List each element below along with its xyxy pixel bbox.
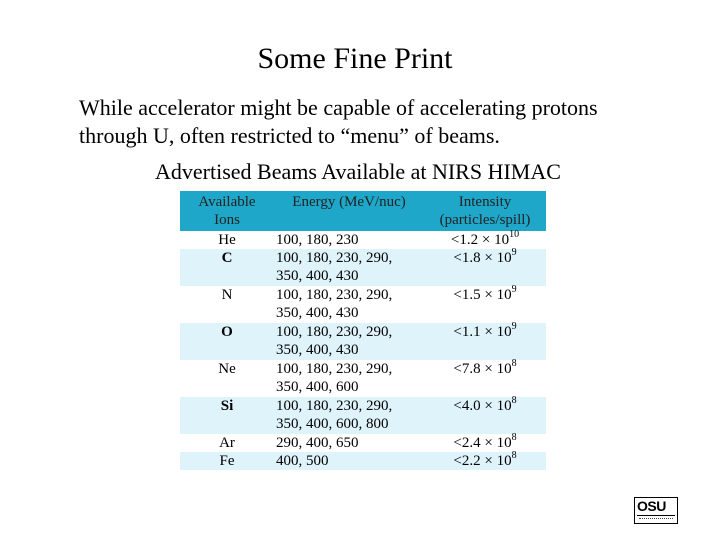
energy-cell — [274, 323, 424, 360]
intensity-cell — [424, 323, 546, 360]
table-body — [180, 231, 546, 470]
intensity-base: <7.8 × 10 — [453, 361, 512, 377]
table-row — [180, 231, 546, 249]
intensity-exponent: 8 — [511, 432, 517, 443]
energy-line: 350, 400, 600 — [276, 379, 359, 395]
intensity-base: <4.0 × 10 — [453, 398, 512, 414]
header-energy-label: Energy (MeV/nuc) — [292, 194, 406, 210]
intensity-exponent: 9 — [511, 247, 517, 258]
intensity-exponent: 8 — [511, 395, 517, 406]
table-row — [180, 452, 546, 470]
ion-cell: O — [180, 323, 274, 360]
energy-cell — [274, 249, 424, 286]
body-line: While accelerator might be capable of accelerating protons — [79, 95, 598, 120]
header-energy — [274, 191, 424, 231]
energy-line: 100, 180, 230, 290, — [276, 287, 393, 303]
energy-line: 290, 400, 650 — [276, 435, 359, 451]
energy-line: 400, 500 — [276, 453, 329, 469]
table-row — [180, 323, 546, 360]
ion-cell: Si — [180, 397, 274, 434]
header-intensity — [424, 191, 546, 231]
energy-line: 350, 400, 430 — [276, 342, 359, 358]
table-row — [180, 249, 546, 286]
intensity-exponent: 10 — [509, 229, 520, 240]
ion-cell: N — [180, 286, 274, 323]
header-ions-line2: Ions — [214, 212, 240, 228]
intensity-base: <1.8 × 10 — [453, 250, 512, 266]
intensity-cell — [424, 434, 546, 452]
osu-logo — [634, 497, 678, 524]
table-caption: Advertised Beams Available at NIRS HIMAC — [155, 159, 561, 184]
osu-logo-text: OSU — [637, 498, 666, 514]
ion-cell: He — [180, 231, 274, 249]
intensity-cell — [424, 249, 546, 286]
intensity-cell — [424, 360, 546, 397]
energy-line: 100, 180, 230, 290, — [276, 398, 393, 414]
intensity-exponent: 8 — [511, 358, 517, 369]
intensity-cell — [424, 397, 546, 434]
intensity-base: <2.4 × 10 — [453, 435, 512, 451]
energy-line: 100, 180, 230, 290, — [276, 324, 393, 340]
ion-cell: Fe — [180, 452, 274, 470]
energy-line: 350, 400, 430 — [276, 268, 359, 284]
header-ions-line1: Available — [198, 194, 256, 210]
table-header-row — [180, 191, 546, 231]
ion-cell: Ar — [180, 434, 274, 452]
energy-line: 100, 180, 230, 290, — [276, 250, 393, 266]
body-line: through U, often restricted to “menu” of beams. — [79, 123, 500, 148]
intensity-cell — [424, 452, 546, 470]
header-intensity-line2: (particles/spill) — [439, 212, 531, 228]
table-row — [180, 360, 546, 397]
energy-line: 100, 180, 230, 290, — [276, 361, 393, 377]
energy-cell — [274, 434, 424, 452]
beams-table — [180, 191, 546, 470]
beams-table-grid — [180, 191, 546, 470]
table-row — [180, 286, 546, 323]
energy-cell — [274, 231, 424, 249]
intensity-exponent: 9 — [511, 284, 517, 295]
energy-cell — [274, 360, 424, 397]
table-row — [180, 434, 546, 452]
header-ions — [180, 191, 274, 231]
intensity-cell — [424, 286, 546, 323]
intensity-cell — [424, 231, 546, 249]
energy-cell — [274, 452, 424, 470]
ion-cell: Ne — [180, 360, 274, 397]
intensity-base: <1.5 × 10 — [453, 287, 512, 303]
energy-line: 100, 180, 230 — [276, 232, 359, 248]
energy-line: 350, 400, 430 — [276, 305, 359, 321]
intensity-exponent: 9 — [511, 321, 517, 332]
slide-title: Some Fine Print — [257, 42, 453, 75]
energy-line: 350, 400, 600, 800 — [276, 416, 389, 432]
osu-logo-underline — [637, 515, 675, 521]
intensity-base: <2.2 × 10 — [453, 453, 512, 469]
intensity-base: <1.1 × 10 — [453, 324, 512, 340]
energy-cell — [274, 397, 424, 434]
header-intensity-line1: Intensity — [458, 194, 512, 210]
energy-cell — [274, 286, 424, 323]
ion-cell: C — [180, 249, 274, 286]
intensity-base: <1.2 × 10 — [450, 232, 510, 248]
body-text — [79, 94, 699, 150]
table-row — [180, 397, 546, 434]
intensity-exponent: 8 — [511, 450, 517, 461]
